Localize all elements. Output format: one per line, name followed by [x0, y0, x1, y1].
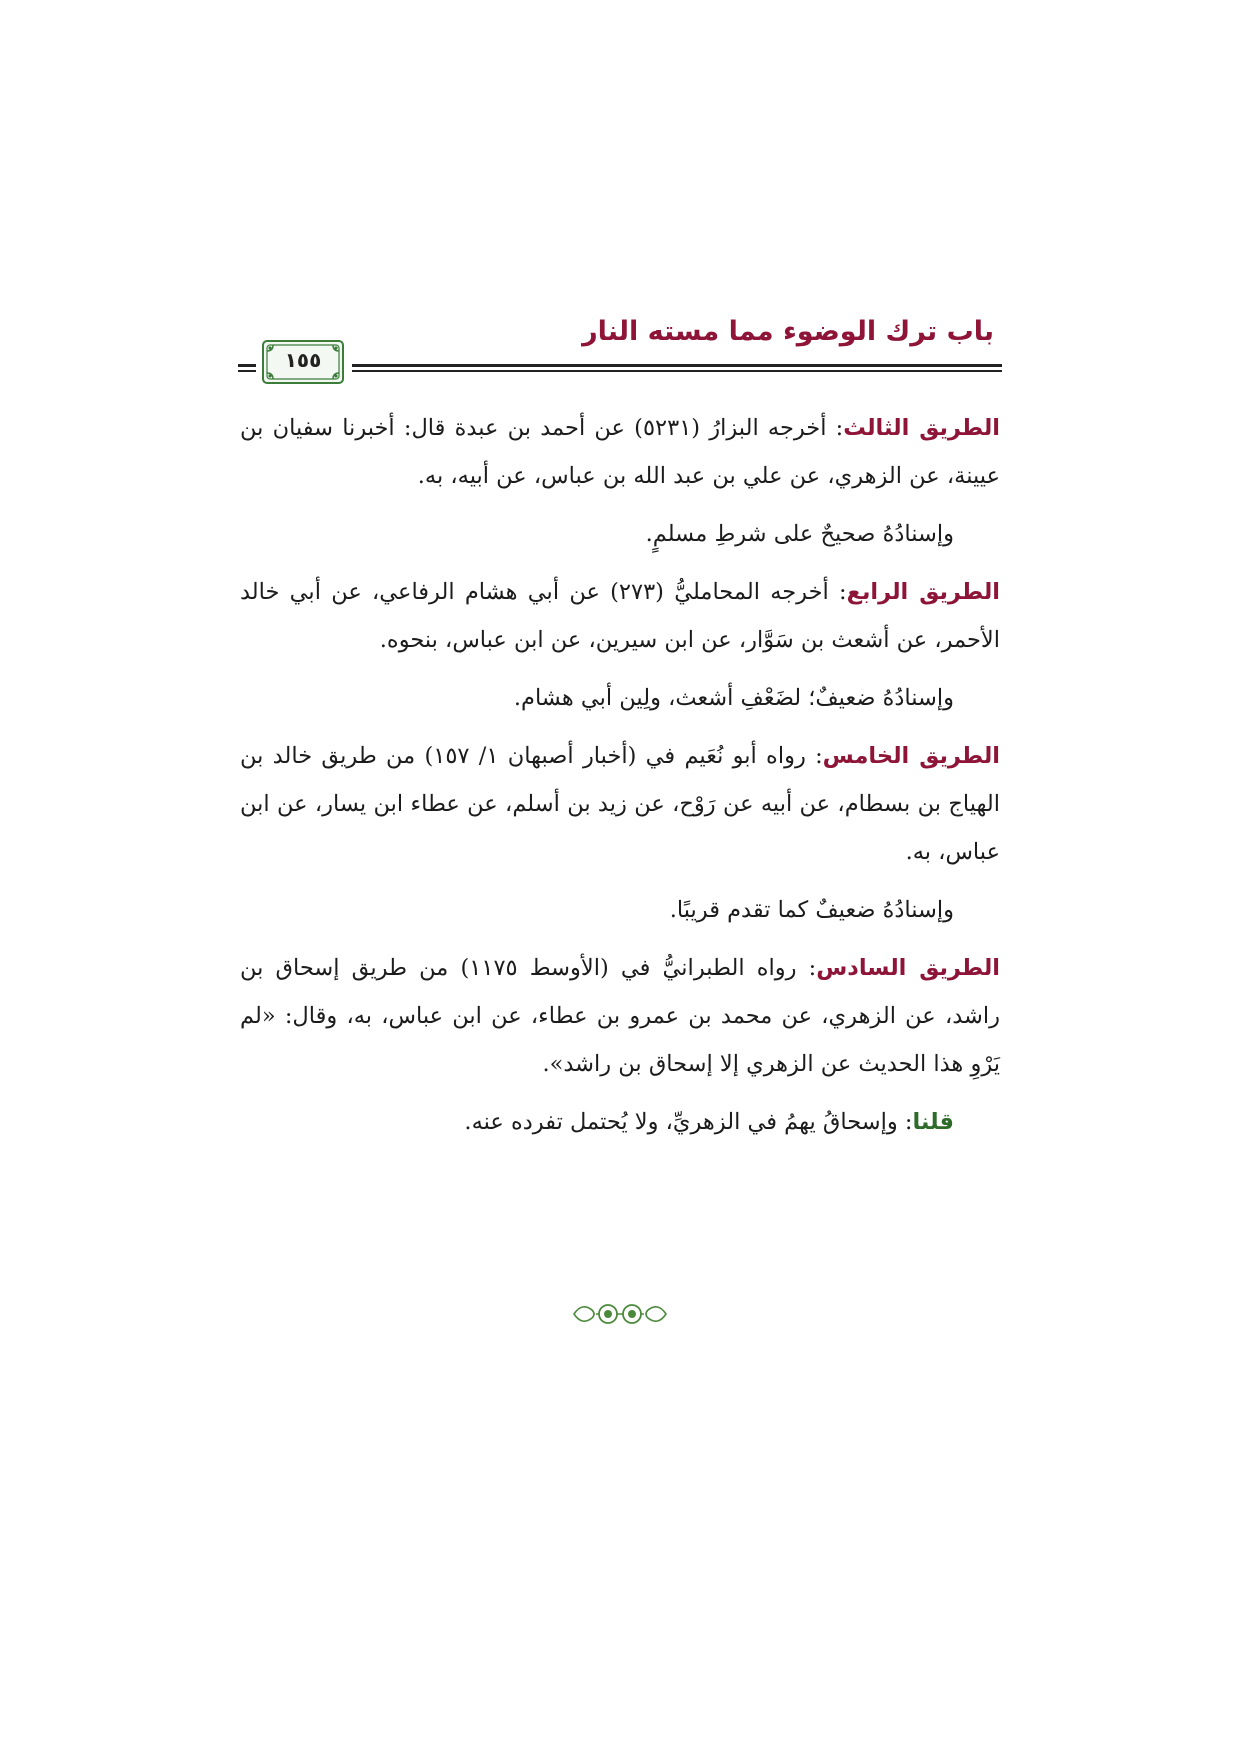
floral-ornament-icon — [570, 1296, 670, 1332]
page-number-badge — [262, 340, 344, 384]
page-header — [238, 310, 1002, 382]
paragraph-label: الطريق الرابع — [846, 579, 1001, 605]
section-end-ornament — [570, 1296, 670, 1332]
paragraph-grading — [240, 886, 1000, 934]
header-rule-left — [238, 364, 256, 373]
paragraph-text: وإسنادُهُ ضعيفٌ؛ لضَعْفِ أشعث، ولِين أبي هشام. — [513, 685, 954, 711]
paragraph-text: : أخرجه المحامليُّ (٢٧٣) عن أبي هشام الرفاعي، عن أبي خالد الأحمر، عن أشعث بن سَوَّار، عن ابن سيرين، عن ابن عباس، بنحوه. — [240, 579, 1000, 653]
paragraph-text: : رواه أبو نُعَيم في (أخبار أصبهان ١/ ١٥٧) من طريق خالد بن الهياج بن بسطام، عن أبيه عن رَوْح، عن زيد بن أسلم، عن عطاء ابن يسار، عن ابن عباس، به. — [240, 743, 1000, 865]
paragraph-label: قلنا — [912, 1109, 954, 1135]
header-rule-right — [352, 364, 1002, 373]
paragraph-text: : أخرجه البزارُ (٥٢٣١) عن أحمد بن عبدة قال: أخبرنا سفيان بن عيينة، عن الزهري، عن علي بن عبد الله بن عباس، عن أبيه، به. — [240, 415, 1000, 489]
paragraph-conclusion — [240, 1098, 1000, 1146]
paragraph-fifth-route — [240, 732, 1000, 876]
paragraph-sixth-route — [240, 944, 1000, 1088]
paragraph-text: : وإسحاقُ يهمُ في الزهريِّ، ولا يُحتمل تفرده عنه. — [464, 1109, 913, 1135]
paragraph-grading — [240, 510, 1000, 558]
paragraph-label: الطريق الخامس — [822, 743, 1000, 769]
paragraph-label: الطريق السادس — [816, 955, 1000, 981]
page-number: ١٥٥ — [284, 348, 322, 372]
paragraph-text: وإسنادُهُ صحيحٌ على شرطِ مسلمٍ. — [645, 521, 954, 547]
chapter-title: باب ترك الوضوء مما مسته النار — [582, 316, 994, 347]
page-body — [240, 404, 1000, 1156]
paragraph-grading — [240, 674, 1000, 722]
paragraph-text: وإسنادُهُ ضعيفٌ كما تقدم قريبًا. — [669, 897, 954, 923]
paragraph-third-route — [240, 404, 1000, 500]
paragraph-label: الطريق الثالث — [843, 415, 1000, 441]
paragraph-text: : رواه الطبرانيُّ في (الأوسط ١١٧٥) من طريق إسحاق بن راشد، عن الزهري، عن محمد بن عمرو بن عطاء، عن ابن عباس، به، وقال: «لم يَرْوِ هذا الحديث عن الزهري إلا إسحاق بن راشد». — [240, 955, 1000, 1077]
paragraph-fourth-route — [240, 568, 1000, 664]
